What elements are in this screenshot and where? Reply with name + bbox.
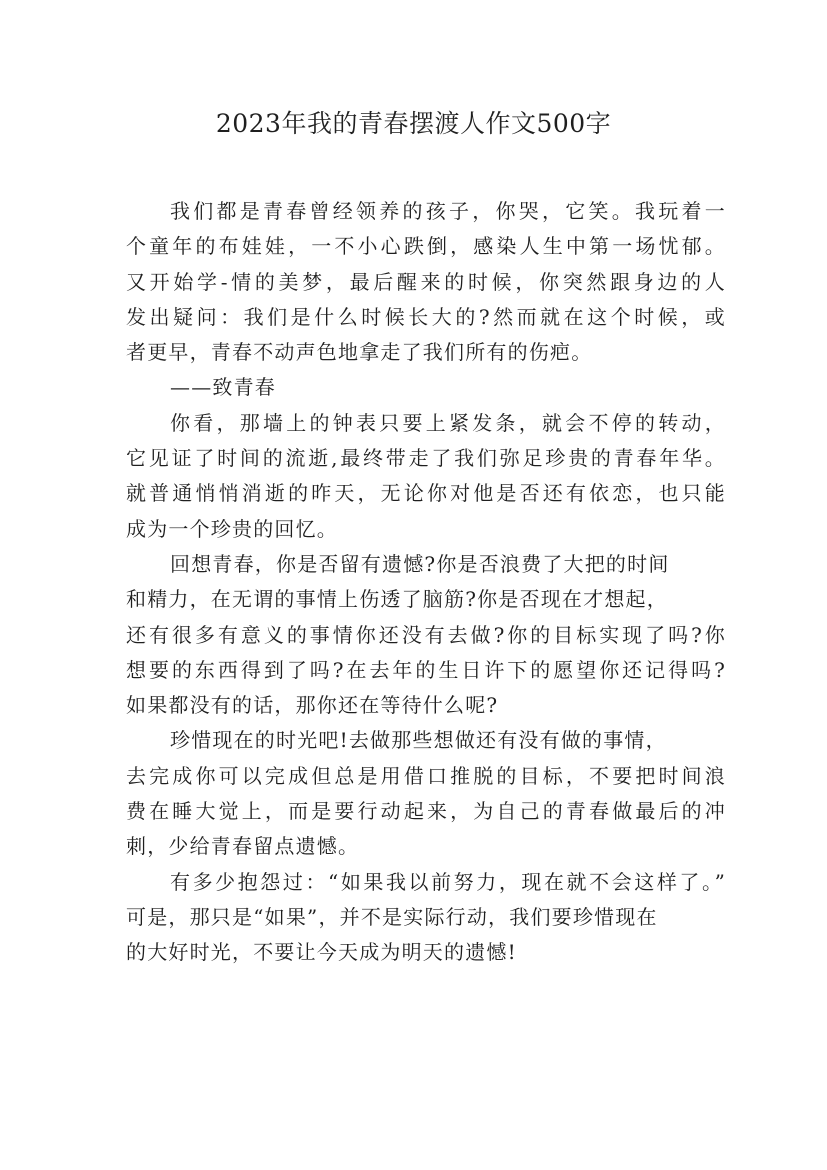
text-line: 想要的东西得到了吗?在去年的生日许下的愿望你还记得吗?: [126, 657, 726, 682]
text-line: 如果都没有的话，那你还在等待什么呢?: [126, 693, 499, 718]
text-line: 我们都是青春曾经领养的孩子，你哭，它笑。我玩着一: [170, 199, 726, 223]
text-line: 刺，少给青春留点遗憾。: [126, 834, 360, 859]
text-line: 还有很多有意义的事情你还没有去做?你的目标实现了吗?你: [126, 622, 726, 647]
text-line: 你看，那墙上的钟表只要上紧发条，就会不停的转动，: [170, 410, 726, 435]
text-line: 它见证了时间的流逝,最终带走了我们弥足珍贵的青春年华。: [126, 446, 726, 471]
text-line: 个童年的布娃娃，一不小心跌倒，感染人生中第一场忧郁。: [126, 234, 726, 259]
text-line: 就普通悄悄消逝的昨天，无论你对他是否还有依恋，也只能: [126, 481, 726, 506]
text-line: 的大好时光，不要让今天成为明天的遗憾!: [126, 940, 517, 965]
document-title: 2023年我的青春摆渡人作文500字: [215, 109, 612, 138]
text-line: 可是，那只是“如果”，并不是实际行动，我们要珍惜现在: [126, 904, 658, 929]
dedication-line: ——致青春: [170, 375, 276, 400]
text-line: 珍惜现在的时光吧!去做那些想做还有没有做的事情，: [170, 728, 667, 753]
text-line: 者更早，青春不动声色地拿走了我们所有的伤疤。: [126, 340, 593, 365]
text-line: 成为一个珍贵的回忆。: [126, 516, 338, 541]
text-line: 有多少抱怨过：“如果我以前努力，现在就不会这样了。”: [170, 869, 726, 894]
text-line: 费在睡大觉上，而是要行动起来，为自己的青春做最后的冲: [126, 799, 726, 824]
text-line: 又开始学-情的美梦，最后醒来的时候，你突然跟身边的人: [126, 269, 726, 294]
text-line: 回想青春，你是否留有遗憾?你是否浪费了大把的时间: [170, 551, 670, 576]
article-body: [126, 194, 726, 971]
text-line: 发出疑问：我们是什么时候长大的?然而就在这个时候，或: [126, 304, 726, 329]
text-line: 和精力，在无谓的事情上伤透了脑筋?你是否现在才想起，: [126, 587, 668, 612]
text-line: 去完成你可以完成但总是用借口推脱的目标，不要把时间浪: [126, 763, 726, 788]
